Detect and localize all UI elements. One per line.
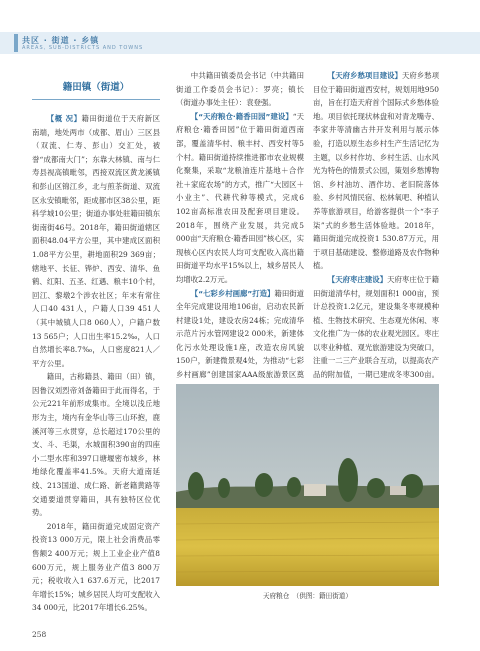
jujube-text: 天府枣庄位于籍田街道清华村，规划面积1 000亩，预计总投资1.2亿元，建设集冬枣规模种植、生物技术研究、生态观光休闲、枣文化推广为一体的农业观光园区。枣庄以枣业种植、观光旅游建设为突破口，注重一二三产业联合互动，以提高农产品的附加值，一期已建成冬枣300亩。	[313, 274, 439, 380]
economy-paragraph: 2018年，籍田街道完成固定资产投资13 000万元，限上社会消费品零售额2 400万元；规上工业企业产值8 600万元，规上服务业产值3 800万元；税收收入1 637.6万元，比2017年增长15%；城乡居民人均可支配收入34 000元，比2017年增长6.25%。	[32, 521, 160, 613]
section-tag-village-gallery: 【“七彩乡村画廊”打造】	[190, 288, 275, 298]
rice-field-photo	[176, 384, 439, 586]
granary-paragraph	[176, 110, 304, 287]
photo-caption: 天府粮仓 （供图：籍田街道）	[262, 592, 352, 600]
running-header-marker	[14, 34, 18, 52]
overview-text: 籍田街道位于天府新区南端，地处两市（成都、眉山）三区县（双流、仁寿、彭山）交汇处，被誉“成都南大门”；东靠大林镇、南与仁寿县视高镇毗邻，西接双流区黄龙溪镇和彭山区锦江乡，北与煎茶街道、双流区永安镇毗邻，距成都市区38公里，距科学城10公里；街道办事处驻籍田镇东街南街46号。2018年，籍田街道辖区面积48.04平方公里，其中建成区面积1.08平方公里，耕地面积29 369亩；辖地平、长征、铧炉、西安、清华、鱼鹤、红阳、五圣、红遇、粮丰10个村，回江、黎墩2个涉农社区；年末有常住人口40 431人，户籍人口39 451人（其中城镇人口8 060人），户籍户数13 565户；人口出生率15.2‰，人口自然增长率8.7‰，人口密度821人／平方公里。	[32, 114, 160, 368]
nostalgia-text: 天府乡愁项目位于籍田街道西安村，规划用地950亩，旨在打造天府首个国际式乡愁体验地。项目依托现状林盘和对青龙嘴寺、李家井等清幽古井开发利用与展示体验，打造以原生态乡村生产生活记忆为主题，以乡村作坊、乡村生活、山水风光为特色的情景式公园，策划乡愁博物馆、乡村油坊、酒作坊、老旧院落体验、乡村风情民宿、松林氧吧、种植认养等旅游项目，给游客提供一个“李子柒”式的乡愁生活体验地。2018年，籍田街道完成投资1 530.87万元，用于项目基础建设、整修道路及农作物种植。	[313, 71, 439, 271]
running-header-title: 共区 · 街道 · 乡镇	[22, 36, 100, 45]
column-1	[32, 112, 160, 615]
column-2	[176, 69, 304, 409]
nostalgia-paragraph	[313, 69, 439, 273]
overview-paragraph	[32, 112, 160, 370]
section-tag-nostalgia: 【天府乡愁项目建设】	[327, 71, 402, 80]
granary-text: “天府粮仓·籍香田园”位于籍田街道西南部，覆盖清华村、粮丰村、西安村等5个村。籍田街道持续推进都市农业规模化聚集，采取“龙粮油连片基地＋合作社＋家庭农场”的方式，推广“大园区＋小业主”、代耕代种等模式，完成6 102亩高标准农田及配套项目建设。2018年，围绕产业发展，共完成5 000亩“天府粮仓·籍香田园”核心区，实现核心区内农民人均可支配收入高出籍田街道平均水平15%以上，城乡居民人均增收2.2万元。	[176, 111, 305, 284]
page-number: 258	[32, 630, 47, 639]
leadership-paragraph: 中共籍田镇委员会书记（中共籍田街道工作委员会书记）：罗亮；镇长（街道办事处主任）：袁登强。	[176, 71, 304, 108]
section-tag-overview: 【概 况】	[46, 114, 82, 123]
history-paragraph: 籍田，古称籍县、籍田（田）镇，因鲁汉刘烈帝刘备籍田于此而得名，于公元221年前形成集市。全境以浅丘地形为主，境内有金华山等三山环抱，鹿溪河等三水贯穿，总长超过170公里的支、斗、毛渠，水城面积390亩的四座小二型水库和397口塘堰密布城乡，林地绿化覆盖率41.5%。天府大道南延线、213国道、成仁路、新老籍黄路等交通要道贯穿籍田，具有独特区位优势。	[32, 372, 160, 518]
section-tag-granary: 【“天府粮仓·籍香田园”建设】	[190, 111, 293, 121]
column-3	[313, 69, 439, 422]
article-title-rule	[32, 99, 160, 100]
running-header-subtitle: AREAS, SUB-DISTRICTS AND TOWNS	[22, 45, 144, 51]
village-gallery-text: 籍田街道全年完成建设用地106亩，启动农民新村建设1处，建设农房24栋；完成清华示范片污水管网建设2 000米，新建体化污水处理设施1座，改造农房风貌150户，新建微景观4处，为推动“七彩乡村画廊”创建国家AAA级旅游景区奠	[176, 288, 304, 380]
article-title: 籍田镇（街道）	[62, 82, 130, 93]
section-tag-jujube: 【天府枣庄建设】	[327, 274, 388, 284]
